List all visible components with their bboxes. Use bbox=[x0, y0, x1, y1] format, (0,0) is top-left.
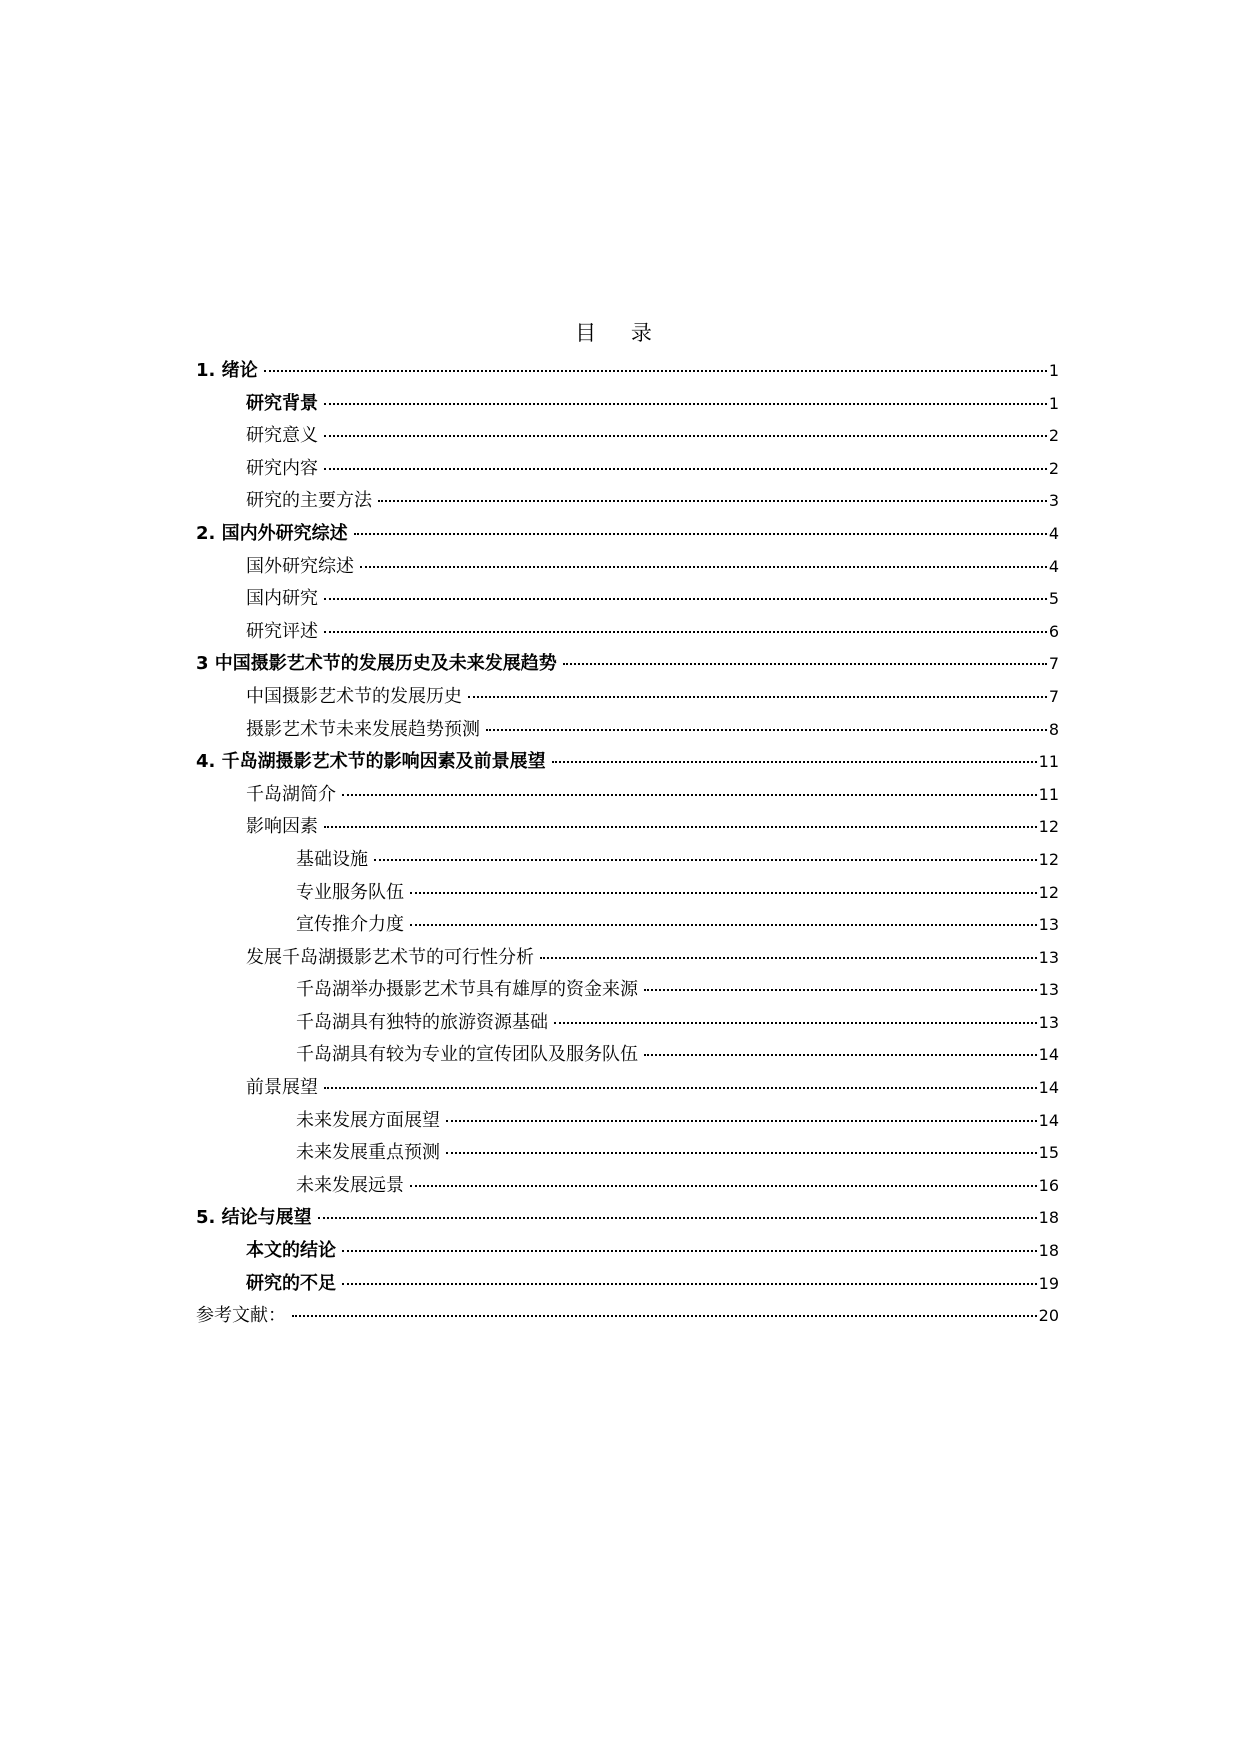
toc-entry[interactable] bbox=[196, 1137, 1059, 1170]
toc-dot-leader bbox=[552, 761, 1037, 763]
toc-entry-label: 研究背景 bbox=[246, 392, 318, 414]
toc-entry[interactable] bbox=[196, 779, 1059, 812]
toc-page-number: 14 bbox=[1038, 1078, 1059, 1098]
toc-dot-leader bbox=[324, 631, 1047, 633]
toc-entry-label: 研究的主要方法 bbox=[246, 490, 372, 512]
toc-entry-label: 3 中国摄影艺术节的发展历史及未来发展趋势 bbox=[196, 653, 557, 675]
toc-entry-label: 未来发展方面展望 bbox=[296, 1109, 440, 1131]
toc-dot-leader bbox=[410, 892, 1037, 894]
toc-dot-leader bbox=[644, 1054, 1037, 1056]
toc-entry[interactable] bbox=[196, 811, 1059, 844]
toc-entry[interactable] bbox=[196, 1202, 1059, 1235]
toc-page-number: 12 bbox=[1038, 849, 1059, 869]
toc-dot-leader bbox=[342, 794, 1037, 796]
toc-page-number: 13 bbox=[1038, 980, 1059, 1000]
toc-entry-label: 前景展望 bbox=[246, 1077, 318, 1099]
toc-entry-label: 影响因素 bbox=[246, 816, 318, 838]
toc-dot-leader bbox=[644, 989, 1037, 991]
toc-entry-label: 千岛湖具有较为专业的宣传团队及服务队伍 bbox=[296, 1044, 638, 1066]
toc-dot-leader bbox=[354, 533, 1047, 535]
toc-page-number: 3 bbox=[1048, 491, 1059, 511]
toc-page-number: 15 bbox=[1038, 1143, 1059, 1163]
toc-page-number: 13 bbox=[1038, 947, 1059, 967]
toc-page-number: 7 bbox=[1048, 654, 1059, 674]
toc-entry[interactable] bbox=[196, 1300, 1059, 1333]
toc-page-number: 11 bbox=[1038, 752, 1059, 772]
toc-entry-label: 摄影艺术节未来发展趋势预测 bbox=[246, 718, 480, 740]
toc-dot-leader bbox=[410, 1185, 1037, 1187]
toc-dot-leader bbox=[563, 663, 1047, 665]
toc-entry-label: 国内研究 bbox=[246, 588, 318, 610]
toc-page-number: 14 bbox=[1038, 1110, 1059, 1130]
toc-entry-label: 千岛湖简介 bbox=[246, 783, 336, 805]
toc-page-number: 7 bbox=[1048, 686, 1059, 706]
toc-entry[interactable] bbox=[196, 909, 1059, 942]
toc-dot-leader bbox=[318, 1217, 1037, 1219]
toc-entry-label: 参考文献： bbox=[196, 1305, 286, 1327]
toc-entry[interactable] bbox=[196, 453, 1059, 486]
toc-entry[interactable] bbox=[196, 551, 1059, 584]
toc-title: 目 录 bbox=[575, 321, 666, 345]
toc-entry[interactable] bbox=[196, 1007, 1059, 1040]
toc-dot-leader bbox=[324, 1087, 1037, 1089]
toc-dot-leader bbox=[486, 729, 1047, 731]
toc-entry-label: 研究的不足 bbox=[246, 1272, 336, 1294]
toc-entry-label: 宣传推介力度 bbox=[296, 914, 404, 936]
toc-entry-label: 研究意义 bbox=[246, 425, 318, 447]
toc-entry-label: 1. 绪论 bbox=[196, 360, 258, 381]
table-of-contents bbox=[196, 355, 1059, 1333]
toc-entry[interactable] bbox=[196, 583, 1059, 616]
toc-entry[interactable] bbox=[196, 1039, 1059, 1072]
toc-dot-leader bbox=[342, 1283, 1037, 1285]
toc-dot-leader bbox=[468, 696, 1047, 698]
toc-entry[interactable] bbox=[196, 942, 1059, 975]
toc-entry[interactable] bbox=[196, 485, 1059, 518]
toc-entry-label: 中国摄影艺术节的发展历史 bbox=[246, 685, 462, 707]
toc-dot-leader bbox=[324, 403, 1047, 405]
toc-page-number: 8 bbox=[1048, 719, 1059, 739]
toc-entry[interactable] bbox=[196, 420, 1059, 453]
toc-dot-leader bbox=[360, 566, 1047, 568]
toc-page-number: 5 bbox=[1048, 589, 1059, 609]
toc-dot-leader bbox=[324, 468, 1047, 470]
toc-page-number: 1 bbox=[1048, 361, 1059, 380]
toc-entry[interactable] bbox=[196, 1105, 1059, 1138]
toc-entry-label: 国外研究综述 bbox=[246, 555, 354, 577]
toc-page-number: 20 bbox=[1038, 1306, 1059, 1326]
toc-entry[interactable] bbox=[196, 355, 1059, 388]
toc-page-number: 14 bbox=[1038, 1045, 1059, 1065]
toc-dot-leader bbox=[324, 435, 1047, 437]
toc-entry[interactable] bbox=[196, 1235, 1059, 1268]
toc-entry-label: 发展千岛湖摄影艺术节的可行性分析 bbox=[246, 946, 534, 968]
toc-page-number: 13 bbox=[1038, 915, 1059, 935]
toc-entry[interactable] bbox=[196, 746, 1059, 779]
toc-dot-leader bbox=[264, 370, 1047, 372]
toc-entry[interactable] bbox=[196, 714, 1059, 747]
toc-dot-leader bbox=[446, 1120, 1037, 1122]
toc-dot-leader bbox=[374, 859, 1037, 861]
toc-entry[interactable] bbox=[196, 974, 1059, 1007]
toc-page-number: 13 bbox=[1038, 1012, 1059, 1032]
toc-dot-leader bbox=[410, 924, 1037, 926]
toc-entry[interactable] bbox=[196, 681, 1059, 714]
toc-entry-label: 千岛湖具有独特的旅游资源基础 bbox=[296, 1011, 548, 1033]
toc-dot-leader bbox=[324, 826, 1037, 828]
toc-entry-label: 研究内容 bbox=[246, 457, 318, 479]
toc-dot-leader bbox=[446, 1152, 1037, 1154]
toc-page-number: 18 bbox=[1038, 1241, 1059, 1261]
toc-page-number: 4 bbox=[1048, 523, 1059, 543]
toc-entry-label: 千岛湖举办摄影艺术节具有雄厚的资金来源 bbox=[296, 979, 638, 1001]
toc-page-number: 11 bbox=[1038, 784, 1059, 804]
toc-page-number: 16 bbox=[1038, 1175, 1059, 1195]
toc-entry-label: 未来发展重点预测 bbox=[296, 1142, 440, 1164]
toc-entry[interactable] bbox=[196, 648, 1059, 681]
toc-entry[interactable] bbox=[196, 388, 1059, 421]
toc-entry-label: 2. 国内外研究综述 bbox=[196, 522, 348, 544]
toc-entry-label: 基础设施 bbox=[296, 848, 368, 870]
toc-entry[interactable] bbox=[196, 1170, 1059, 1203]
toc-page-number: 12 bbox=[1038, 882, 1059, 902]
toc-page-number: 4 bbox=[1048, 556, 1059, 576]
toc-entry-label: 未来发展远景 bbox=[296, 1174, 404, 1196]
toc-entry[interactable] bbox=[196, 1268, 1059, 1301]
toc-page-number: 6 bbox=[1048, 621, 1059, 641]
toc-dot-leader bbox=[324, 598, 1047, 600]
toc-page-number: 18 bbox=[1038, 1208, 1059, 1228]
toc-entry[interactable] bbox=[196, 844, 1059, 877]
toc-dot-leader bbox=[554, 1022, 1037, 1024]
toc-dot-leader bbox=[540, 957, 1037, 959]
toc-entry-label: 研究评述 bbox=[246, 620, 318, 642]
toc-entry[interactable] bbox=[196, 877, 1059, 910]
toc-entry[interactable] bbox=[196, 518, 1059, 551]
toc-dot-leader bbox=[378, 500, 1047, 502]
toc-dot-leader bbox=[292, 1315, 1037, 1317]
toc-page-number: 12 bbox=[1038, 817, 1059, 837]
toc-page-number: 19 bbox=[1038, 1273, 1059, 1293]
toc-entry-label: 本文的结论 bbox=[246, 1240, 336, 1262]
toc-entry-label: 专业服务队伍 bbox=[296, 881, 404, 903]
toc-entry-label: 5. 结论与展望 bbox=[196, 1207, 312, 1229]
toc-page-number: 1 bbox=[1048, 393, 1059, 413]
toc-entry[interactable] bbox=[196, 1072, 1059, 1105]
toc-page-number: 2 bbox=[1048, 458, 1059, 478]
toc-entry[interactable] bbox=[196, 616, 1059, 649]
toc-entry-label: 4. 千岛湖摄影艺术节的影响因素及前景展望 bbox=[196, 751, 546, 773]
toc-page-number: 2 bbox=[1048, 426, 1059, 446]
toc-dot-leader bbox=[342, 1250, 1037, 1252]
